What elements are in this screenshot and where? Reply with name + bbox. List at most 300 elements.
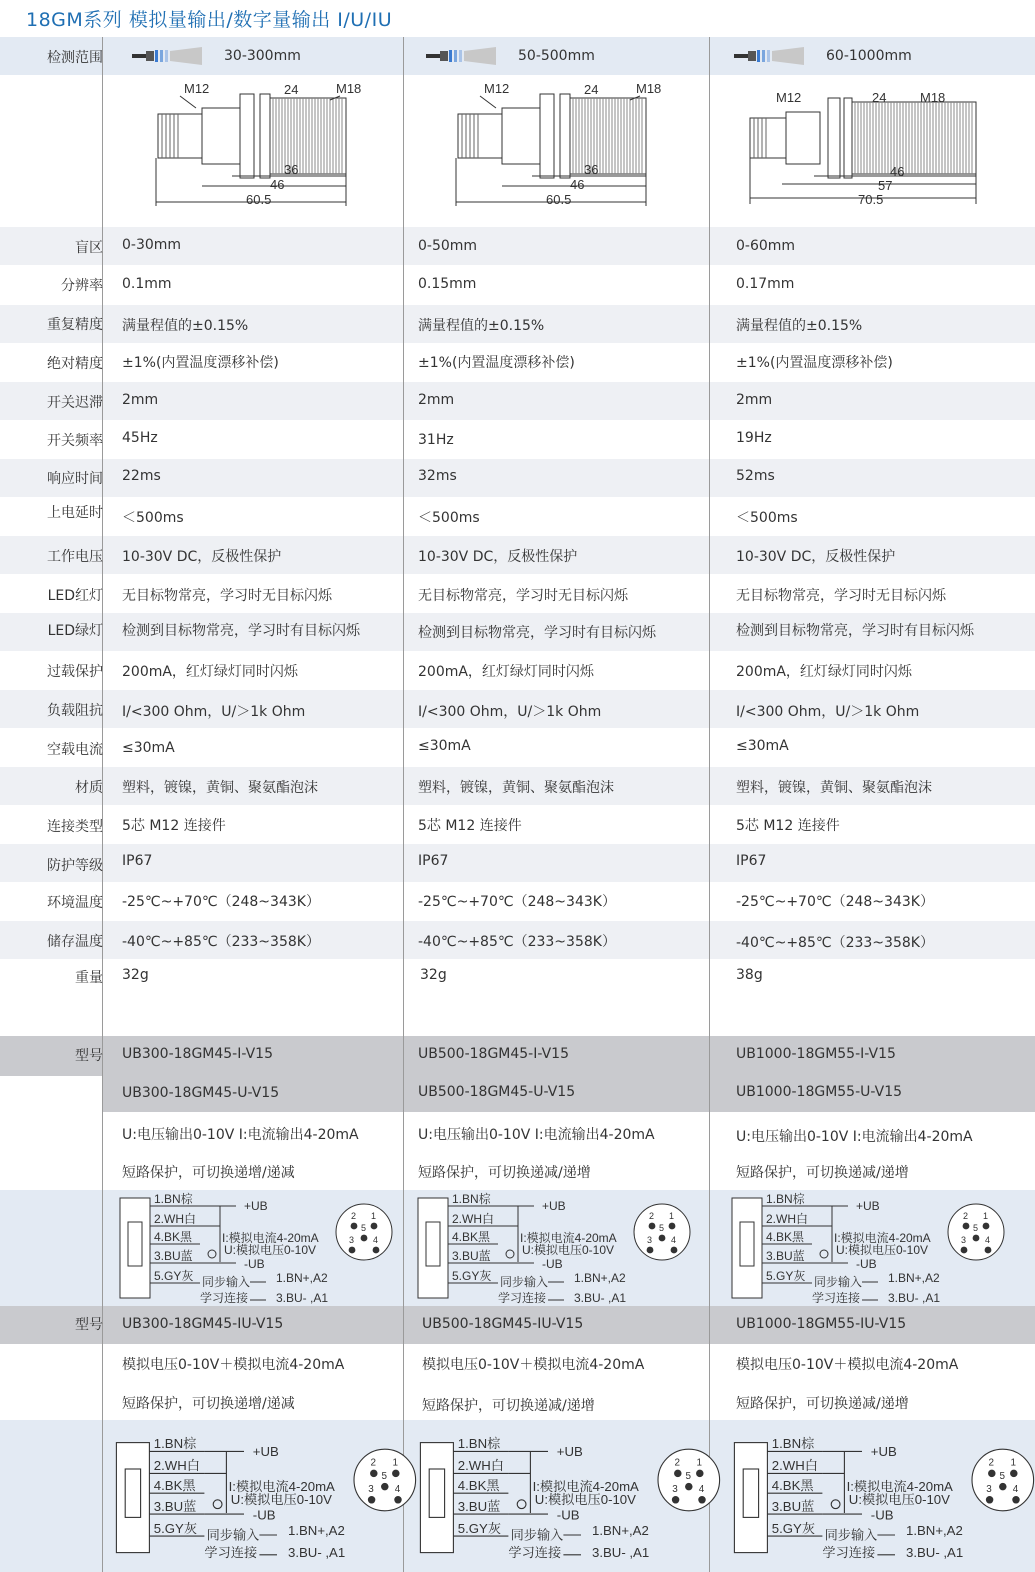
spec-value: 2mm	[736, 392, 773, 408]
spec-value: 检测到目标物常亮，学习时有目标闪烁	[736, 623, 974, 639]
output-i-label: I:模拟电流4-20mA	[846, 1479, 953, 1494]
learn-connection-label: 学习连接	[498, 1291, 547, 1305]
output-u-label: U:模拟电压0-10V	[522, 1243, 615, 1257]
wire-label: 5.GY灰	[154, 1269, 194, 1283]
connector-pin	[361, 1235, 368, 1242]
supply-plus-label: +UB	[252, 1443, 279, 1459]
range-cell	[732, 37, 912, 75]
spec-value: 38g	[736, 967, 763, 983]
dim-label-1: 36	[584, 162, 599, 177]
spec-value: 0.17mm	[736, 276, 795, 292]
supply-plus-label: +UB	[556, 1443, 583, 1459]
sensor-beam-icon	[732, 46, 808, 66]
wire-label: 2.WH白	[153, 1458, 200, 1474]
sensor-symbol-icon	[740, 1222, 754, 1266]
connector-pin	[983, 1223, 990, 1230]
wire-label: 3.BU蓝	[457, 1498, 501, 1514]
spec-value: I/<300 Ohm，U/＞1k Ohm	[122, 704, 306, 720]
connector-pin	[674, 1470, 681, 1477]
output-u-label: U:模拟电压0-10V	[230, 1492, 332, 1508]
learn-a2-label: 1.BN+,A2	[288, 1523, 345, 1538]
pin-number: 2	[988, 1457, 995, 1469]
model-desc: 短路保护，可切换递减/递增	[736, 1165, 909, 1181]
wiring-diagram	[112, 1436, 401, 1566]
model-desc: U:电压输出0-10V I:电流输出4-20mA	[736, 1129, 973, 1145]
wire-label: 3.BU蓝	[153, 1498, 197, 1514]
wire-label: 4.BK黑	[457, 1477, 500, 1493]
wiring-group	[732, 1191, 1004, 1305]
sync-input-label: 同步输入	[202, 1275, 251, 1289]
spec-label: 材质	[75, 780, 103, 796]
connector-pin	[669, 1223, 676, 1230]
model-label: 型号	[75, 1317, 103, 1333]
learn-a2-label: 1.BN+,A2	[906, 1523, 963, 1538]
pin-number: 4	[373, 1235, 379, 1245]
sensor-symbol-icon	[125, 1469, 140, 1517]
spec-value: -40℃~+85℃（233~358K）	[736, 935, 934, 951]
spec-value: 满量程值的±0.15%	[736, 318, 863, 334]
sensor-symbol-icon	[426, 1222, 440, 1266]
pin-number: 1	[1010, 1457, 1017, 1469]
connector-pin	[986, 1496, 993, 1503]
output-u-label: U:模拟电压0-10V	[848, 1492, 950, 1508]
range-value: 50-500mm	[518, 48, 595, 64]
spec-value: 22ms	[122, 468, 161, 484]
pin-number: 4	[671, 1235, 677, 1245]
learn-connection-label: 学习连接	[822, 1545, 876, 1560]
supply-minus-label: -UB	[870, 1507, 894, 1523]
spec-value: 0-30mm	[122, 237, 182, 253]
model-number: UB1000-18GM55-IU-V15	[736, 1316, 907, 1332]
spec-value: 塑料，镀镍，黄铜、聚氨酯泡沫	[736, 780, 932, 796]
wire-label: 2.WH白	[457, 1458, 504, 1474]
model-desc: 模拟电压0-10V＋模拟电流4-20mA	[736, 1357, 959, 1373]
column-divider	[102, 37, 103, 1572]
sensor-symbol-icon	[429, 1469, 444, 1517]
wire-label: 3.BU蓝	[771, 1498, 815, 1514]
pin-number: 3	[349, 1235, 355, 1245]
model-number: UB300-18GM45-IU-V15	[122, 1316, 284, 1332]
pin-number: 1	[371, 1211, 377, 1221]
wiring-group	[420, 1435, 719, 1560]
model-number: UB1000-18GM55-I-V15	[736, 1046, 896, 1062]
model-number: UB500-18GM45-U-V15	[418, 1084, 576, 1100]
learn-a1-label: 3.BU- ,A1	[906, 1545, 964, 1560]
pin-number: 3	[961, 1235, 967, 1245]
dim-label-m12: M12	[184, 81, 210, 96]
dim-label-1: 36	[284, 162, 299, 177]
spec-value: 满量程值的±0.15%	[122, 318, 249, 334]
wiring-group	[734, 1435, 1033, 1560]
spec-value: 200mA，红灯绿灯同时闪烁	[736, 664, 912, 680]
output-i-label: I:模拟电流4-20mA	[222, 1231, 319, 1245]
range-value: 30-300mm	[224, 48, 301, 64]
wire-label: 2.WH白	[766, 1212, 809, 1226]
sensor-symbol-icon	[128, 1222, 142, 1266]
learn-connection-label: 学习连接	[508, 1545, 562, 1560]
load-icon	[831, 1500, 840, 1509]
spec-value: ≤30mA	[736, 738, 789, 754]
spec-value: 10-30V DC，反极性保护	[122, 549, 282, 565]
spec-value: -40℃~+85℃（233~358K）	[122, 934, 320, 950]
wire-label: 4.BK黑	[771, 1477, 814, 1493]
dim-label-2: 57	[878, 178, 893, 193]
spec-value: -25℃~+70℃（248~343K）	[122, 894, 320, 910]
wiring-diagram	[116, 1192, 398, 1304]
load-icon	[820, 1250, 828, 1258]
connector-pin	[392, 1470, 399, 1477]
spec-label: 重复精度	[47, 317, 103, 333]
spec-label: LED绿灯	[47, 623, 103, 639]
sensor-beam-icon	[130, 46, 206, 66]
model-desc: 短路保护，可切换递减/递增	[736, 1396, 909, 1412]
connector-pin	[672, 1496, 679, 1503]
spec-value: 32g	[420, 967, 447, 983]
sensor-dimension-drawing	[440, 78, 670, 212]
sensor-dimension-drawing	[744, 80, 984, 214]
range-value: 60-1000mm	[826, 48, 912, 64]
learn-connection-label: 学习连接	[200, 1291, 249, 1305]
pin-number: 4	[985, 1235, 991, 1245]
spec-value: ＜500ms	[736, 510, 798, 526]
connector-pin	[647, 1247, 654, 1254]
spec-value: 45Hz	[122, 430, 158, 446]
spec-value: 31Hz	[418, 432, 454, 448]
connector-pin	[351, 1223, 358, 1230]
wire-label: 1.BN棕	[771, 1436, 815, 1452]
wire-label: 4.BK黑	[154, 1230, 193, 1244]
dim-label-m18: M18	[920, 90, 946, 105]
spec-value: 无目标物常亮，学习时无目标闪烁	[418, 588, 628, 604]
pin-number: 1	[696, 1457, 703, 1469]
dim-label-wrench: 24	[584, 82, 599, 97]
output-u-label: U:模拟电压0-10V	[224, 1243, 317, 1257]
wire-label: 2.WH白	[154, 1212, 197, 1226]
learn-a1-label: 3.BU- ,A1	[276, 1291, 329, 1305]
output-i-label: I:模拟电流4-20mA	[532, 1479, 639, 1494]
pin-number: 2	[351, 1211, 357, 1221]
model-number: UB500-18GM45-I-V15	[418, 1046, 569, 1062]
supply-plus-label: +UB	[856, 1199, 880, 1213]
learn-a1-label: 3.BU- ,A1	[574, 1291, 627, 1305]
spec-value: 19Hz	[736, 430, 772, 446]
learn-a2-label: 1.BN+,A2	[276, 1271, 328, 1285]
spec-value: 10-30V DC，反极性保护	[736, 549, 896, 565]
connector-pin	[659, 1235, 666, 1242]
output-u-label: U:模拟电压0-10V	[534, 1492, 636, 1508]
pin-number: 2	[963, 1211, 969, 1221]
spec-value: 10-30V DC，反极性保护	[418, 549, 578, 565]
learn-a1-label: 3.BU- ,A1	[592, 1545, 650, 1560]
spec-value: 塑料，镀镍，黄铜、聚氨酯泡沫	[122, 780, 318, 796]
spec-value: 0-60mm	[736, 238, 796, 254]
spec-label: 绝对精度	[47, 356, 103, 372]
connector-pin	[349, 1247, 356, 1254]
connector-pin	[381, 1483, 388, 1490]
dim-label-m18: M18	[336, 81, 362, 96]
pin-number: 5	[685, 1470, 692, 1482]
dim-label-wrench: 24	[872, 90, 887, 105]
wire-label: 5.GY灰	[457, 1520, 502, 1536]
spec-value: ＜500ms	[418, 510, 480, 526]
dim-label-2: 46	[570, 177, 585, 192]
spec-label: 防护等级	[47, 858, 103, 874]
wire-label: 5.GY灰	[153, 1520, 198, 1536]
supply-minus-label: -UB	[556, 1507, 580, 1523]
model-desc: 模拟电压0-10V＋模拟电流4-20mA	[422, 1357, 645, 1373]
spec-value: ≤30mA	[122, 740, 175, 756]
spec-value: I/<300 Ohm，U/＞1k Ohm	[418, 704, 602, 720]
learn-a2-label: 1.BN+,A2	[574, 1271, 626, 1285]
pin-number: 4	[698, 1484, 705, 1496]
dim-label-3: 70.5	[858, 192, 884, 207]
column-divider	[709, 37, 710, 1572]
spec-value: 0.15mm	[418, 276, 477, 292]
output-i-label: I:模拟电流4-20mA	[228, 1479, 335, 1494]
spec-label: 过载保护	[47, 664, 103, 680]
load-icon	[208, 1250, 216, 1258]
spec-value: 塑料，镀镍，黄铜、聚氨酯泡沫	[418, 780, 614, 796]
spec-label: 响应时间	[47, 471, 103, 487]
spec-value: 检测到目标物常亮，学习时有目标闪烁	[122, 623, 360, 639]
sensor-symbol-icon	[743, 1469, 758, 1517]
spec-row-bg	[0, 844, 1035, 882]
output-u-label: U:模拟电压0-10V	[836, 1243, 929, 1257]
wiring-diagram	[728, 1192, 1010, 1304]
spec-label: LED红灯	[47, 588, 103, 604]
supply-minus-label: -UB	[244, 1257, 265, 1271]
connector-pin	[963, 1223, 970, 1230]
spec-label: 连接类型	[47, 819, 103, 835]
spec-value: IP67	[122, 853, 153, 869]
dim-label-m12: M12	[776, 90, 802, 105]
spec-value: 32g	[122, 967, 149, 983]
connector-pin	[961, 1247, 968, 1254]
learn-a2-label: 1.BN+,A2	[888, 1271, 940, 1285]
dim-label-1: 46	[890, 164, 905, 179]
model-number: UB1000-18GM55-U-V15	[736, 1084, 903, 1100]
spec-label: 盲区	[75, 240, 103, 256]
wire-label: 3.BU蓝	[766, 1249, 805, 1263]
model-desc: 短路保护，可切换递减/递增	[422, 1398, 595, 1414]
spec-label: 开关迟滞	[47, 395, 103, 411]
model-number: UB300-18GM45-U-V15	[122, 1085, 280, 1101]
model-desc: 短路保护，可切换递增/递减	[122, 1165, 295, 1181]
spec-value: ±1%(内置温度漂移补偿)	[736, 355, 893, 371]
connector-pin	[973, 1235, 980, 1242]
wire-label: 4.BK黑	[452, 1230, 491, 1244]
spec-value: 无目标物常亮，学习时无目标闪烁	[736, 588, 946, 604]
spec-value: 5芯 M12 连接件	[418, 818, 522, 834]
pin-number: 2	[649, 1211, 655, 1221]
dim-label-3: 60.5	[546, 192, 572, 207]
spec-value: 2mm	[122, 392, 159, 408]
spec-label: 负载阻抗	[47, 703, 103, 719]
sync-input-label: 同步输入	[500, 1275, 549, 1289]
spec-label: 开关频率	[47, 433, 103, 449]
spec-value: 满量程值的±0.15%	[418, 318, 545, 334]
wire-label: 5.GY灰	[766, 1269, 806, 1283]
dim-label-m18: M18	[636, 81, 662, 96]
spec-label: 环境温度	[47, 895, 103, 911]
connector-pin	[685, 1483, 692, 1490]
pin-number: 1	[669, 1211, 675, 1221]
connector-pin	[1010, 1470, 1017, 1477]
pin-number: 2	[370, 1457, 377, 1469]
supply-plus-label: +UB	[870, 1443, 897, 1459]
spec-label: 空载电流	[47, 742, 103, 758]
pin-number: 4	[1012, 1484, 1019, 1496]
connector-pin	[649, 1223, 656, 1230]
connector-pin	[370, 1470, 377, 1477]
connector-pin	[988, 1470, 995, 1477]
sync-input-label: 同步输入	[824, 1527, 878, 1543]
spec-value: IP67	[736, 853, 767, 869]
connector-pin	[698, 1496, 705, 1503]
spec-value: 32ms	[418, 468, 457, 484]
spec-label: 工作电压	[47, 549, 103, 565]
pin-number: 3	[647, 1235, 653, 1245]
wire-label: 2.WH白	[771, 1458, 818, 1474]
wire-label: 4.BK黑	[766, 1230, 805, 1244]
model-number: UB300-18GM45-I-V15	[122, 1046, 273, 1062]
wiring-diagram	[730, 1436, 1019, 1566]
wiring-group	[120, 1191, 392, 1305]
output-i-label: I:模拟电流4-20mA	[520, 1231, 617, 1245]
pin-number: 5	[659, 1223, 665, 1233]
wire-label: 5.GY灰	[452, 1269, 492, 1283]
sync-input-label: 同步输入	[206, 1527, 260, 1543]
dim-label-2: 46	[270, 177, 285, 192]
wire-label: 5.GY灰	[771, 1520, 816, 1536]
model-number: UB500-18GM45-IU-V15	[422, 1316, 584, 1332]
range-cell	[424, 37, 595, 75]
load-icon	[517, 1500, 526, 1509]
range-label: 检测范围	[47, 50, 103, 66]
spec-label: 重量	[75, 970, 103, 986]
model-desc: 短路保护，可切换递增/递减	[122, 1396, 295, 1412]
sync-input-label: 同步输入	[814, 1275, 863, 1289]
wiring-group	[418, 1191, 690, 1305]
supply-minus-label: -UB	[542, 1257, 563, 1271]
wire-label: 1.BN棕	[452, 1192, 491, 1206]
wire-label: 1.BN棕	[766, 1192, 805, 1206]
pin-number: 3	[986, 1484, 992, 1496]
output-i-label: I:模拟电流4-20mA	[834, 1231, 931, 1245]
connector-pin	[368, 1496, 375, 1503]
wire-label: 1.BN棕	[457, 1436, 501, 1452]
model-desc: U:电压输出0-10V I:电流输出4-20mA	[418, 1127, 655, 1143]
spec-value: I/<300 Ohm，U/＞1k Ohm	[736, 704, 920, 720]
spec-value: ≤30mA	[418, 738, 471, 754]
model-desc: 模拟电压0-10V＋模拟电流4-20mA	[122, 1357, 345, 1373]
supply-plus-label: +UB	[542, 1199, 566, 1213]
load-icon	[506, 1250, 514, 1258]
connector-pin	[671, 1247, 678, 1254]
learn-a1-label: 3.BU- ,A1	[288, 1545, 346, 1560]
pin-number: 1	[392, 1457, 399, 1469]
spec-value: 200mA，红灯绿灯同时闪烁	[418, 664, 594, 680]
sensor-dimension-drawing	[140, 78, 370, 212]
connector-pin	[985, 1247, 992, 1254]
model-desc: U:电压输出0-10V I:电流输出4-20mA	[122, 1127, 359, 1143]
spec-label: 上电延时	[47, 505, 103, 521]
learn-a2-label: 1.BN+,A2	[592, 1523, 649, 1538]
pin-number: 5	[999, 1470, 1006, 1482]
pin-number: 2	[674, 1457, 681, 1469]
pin-number: 5	[973, 1223, 979, 1233]
spec-value: 检测到目标物常亮，学习时有目标闪烁	[418, 625, 656, 641]
dim-label-3: 60.5	[246, 192, 272, 207]
wiring-group	[116, 1435, 415, 1560]
spec-value: ±1%(内置温度漂移补偿)	[418, 355, 575, 371]
wiring-diagram	[416, 1436, 705, 1566]
supply-minus-label: -UB	[252, 1507, 276, 1523]
page-title: 18GM系列 模拟量输出/数字量输出 I/U/IU	[26, 9, 393, 31]
connector-pin	[1012, 1496, 1019, 1503]
spec-value: ±1%(内置温度漂移补偿)	[122, 355, 279, 371]
spec-value: -25℃~+70℃（248~343K）	[736, 894, 934, 910]
spec-value: -25℃~+70℃（248~343K）	[418, 894, 616, 910]
wire-label: 3.BU蓝	[452, 1249, 491, 1263]
wire-label: 1.BN棕	[154, 1192, 193, 1206]
spec-value: 200mA，红灯绿灯同时闪烁	[122, 664, 298, 680]
spec-label: 分辨率	[61, 278, 103, 294]
learn-connection-label: 学习连接	[812, 1291, 861, 1305]
supply-minus-label: -UB	[856, 1257, 877, 1271]
spec-value: 2mm	[418, 392, 455, 408]
spec-value: ＜500ms	[122, 510, 184, 526]
spec-value: 无目标物常亮，学习时无目标闪烁	[122, 588, 332, 604]
pin-number: 1	[983, 1211, 989, 1221]
spec-value: 5芯 M12 连接件	[122, 818, 226, 834]
connector-pin	[373, 1247, 380, 1254]
sync-input-label: 同步输入	[510, 1527, 564, 1543]
supply-plus-label: +UB	[244, 1199, 268, 1213]
pin-number: 4	[394, 1484, 401, 1496]
dim-label-wrench: 24	[284, 82, 299, 97]
dim-label-m12: M12	[484, 81, 510, 96]
pin-number: 5	[361, 1223, 367, 1233]
pin-number: 5	[381, 1470, 388, 1482]
pin-number: 3	[672, 1484, 678, 1496]
spec-value: -40℃~+85℃（233~358K）	[418, 934, 616, 950]
spec-value: IP67	[418, 853, 449, 869]
spec-value: 52ms	[736, 468, 775, 484]
learn-a1-label: 3.BU- ,A1	[888, 1291, 941, 1305]
spec-value: 0.1mm	[122, 276, 172, 292]
spec-label: 储存温度	[47, 934, 103, 950]
spec-value: 5芯 M12 连接件	[736, 818, 840, 834]
connector-pin	[394, 1496, 401, 1503]
column-divider	[403, 37, 404, 1572]
pin-number: 3	[368, 1484, 374, 1496]
model-label: 型号	[75, 1048, 103, 1064]
connector-pin	[371, 1223, 378, 1230]
range-cell	[130, 37, 301, 75]
wire-label: 2.WH白	[452, 1212, 495, 1226]
wire-label: 1.BN棕	[153, 1436, 197, 1452]
connector-pin	[696, 1470, 703, 1477]
wire-label: 3.BU蓝	[154, 1249, 193, 1263]
connector-pin	[999, 1483, 1006, 1490]
spec-value: 0-50mm	[418, 238, 478, 254]
wire-label: 4.BK黑	[153, 1477, 196, 1493]
model-desc: 短路保护，可切换递减/递增	[418, 1165, 591, 1181]
load-icon	[213, 1500, 222, 1509]
sensor-beam-icon	[424, 46, 500, 66]
learn-connection-label: 学习连接	[204, 1545, 258, 1560]
